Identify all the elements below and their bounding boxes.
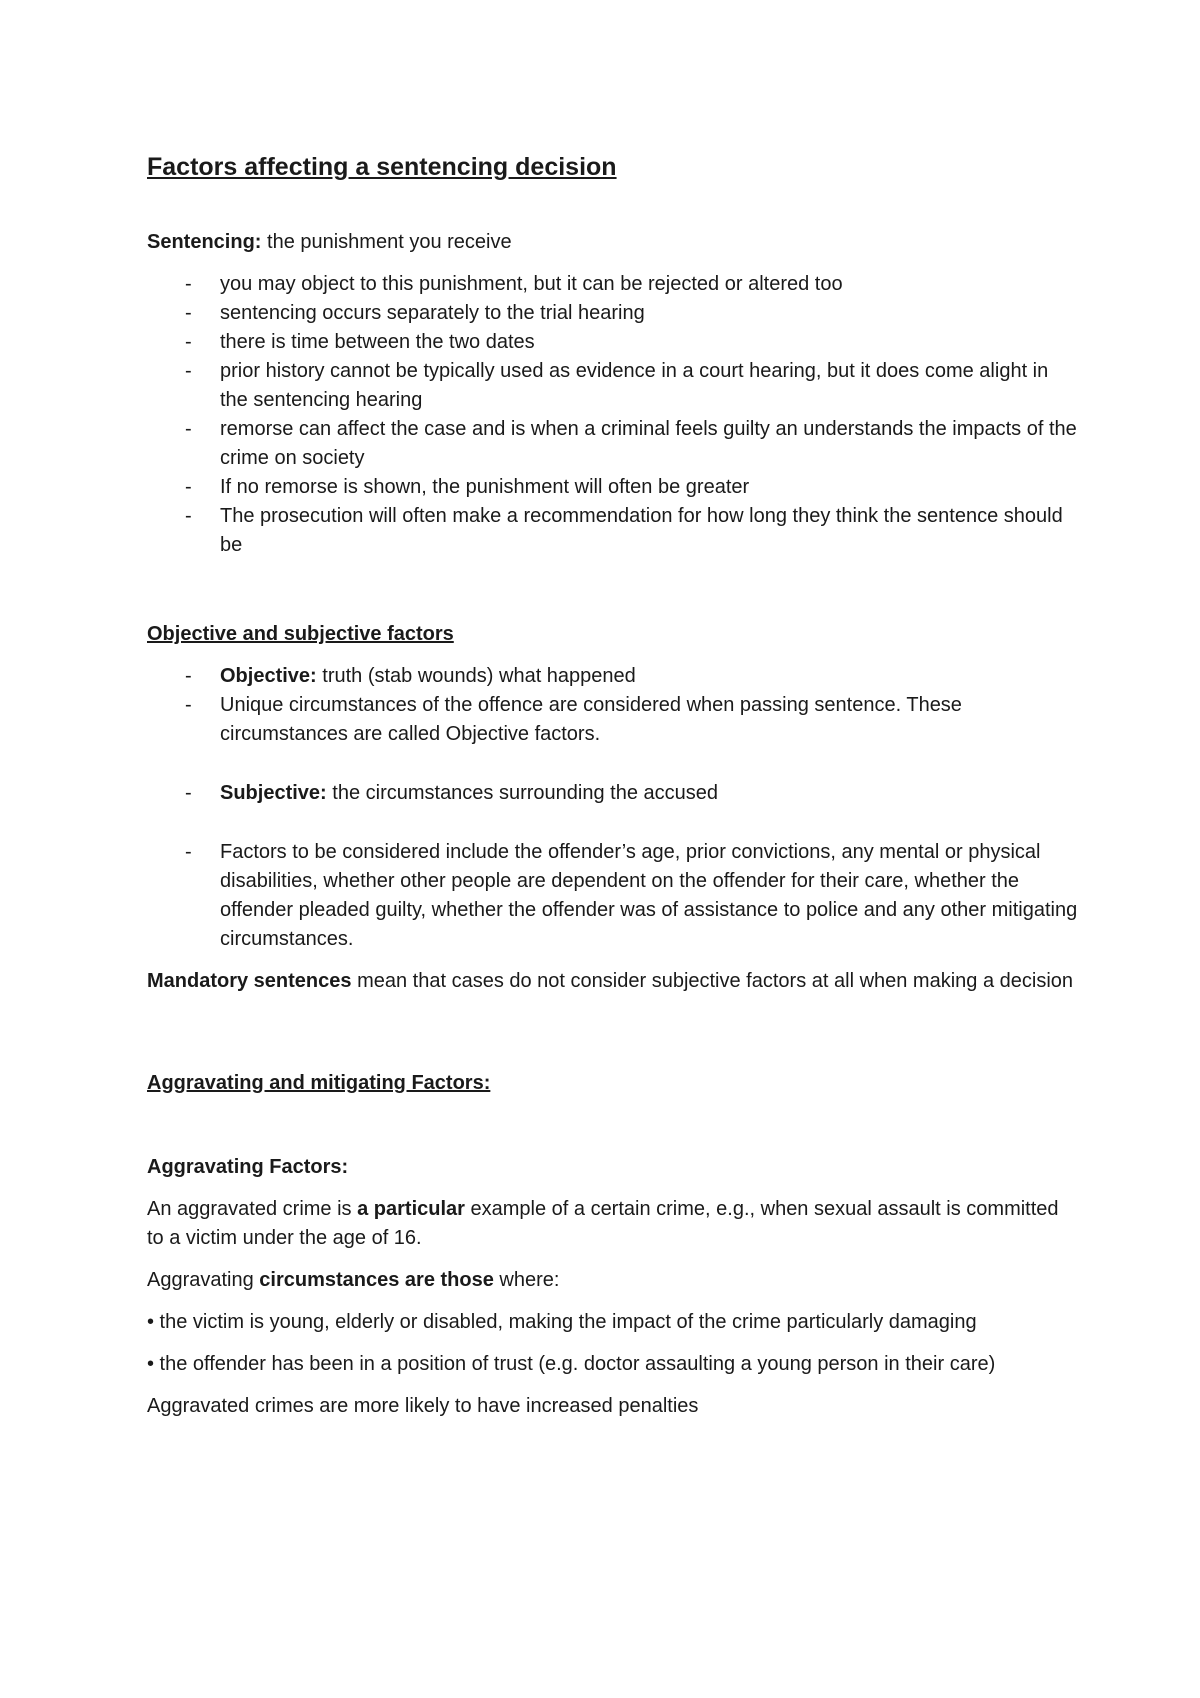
list-item: - Factors to be considered include the offender’s age, prior convictions, any mental or physical disabilities, whether other people are dependent on the offender for their care, whether the offender pleaded guilty, whether the offender was of assistance to police and any other mitigating circumstances. [147,838,1080,954]
paragraph-text: example of a certain crime, e.g., when sexual assault is committed to a victim under the age of 16. [147,1198,1059,1249]
list-item: - you may object to this punishment, but it can be rejected or altered too [147,270,1080,299]
sentencing-term: Sentencing: [147,231,262,253]
aggravating-subheading [147,1153,1080,1182]
paragraph-bold: circumstances are those [259,1269,494,1291]
list-item: - The prosecution will often make a recommendation for how long they think the sentence should be [147,502,1080,560]
list-item: - sentencing occurs separately to the trial hearing [147,299,1080,328]
sentencing-list [147,270,1080,560]
paragraph-text: Aggravating [147,1269,260,1291]
list-item [147,662,1080,691]
objective-term: Objective: [220,665,317,687]
aggravated-closing: Aggravated crimes are more likely to have increased penalties [147,1395,699,1417]
subjective-definition: the circumstances surrounding the accused [326,782,719,804]
list-item: - Unique circumstances of the offence are considered when passing sentence. These circumstances are called Objective factors. [147,691,1080,749]
list-item: - remorse can affect the case and is when a criminal feels guilty an understands the impacts of the crime on society [147,415,1080,473]
aggravating-subheading-text: Aggravating Factors: [147,1156,349,1178]
list-item [147,779,1080,808]
mandatory-sentences-paragraph [147,967,1080,996]
page-title: Factors affecting a sentencing decision [147,153,617,181]
paragraph-text: where: [493,1269,560,1291]
objective-subjective-heading: Objective and subjective factors [147,623,454,645]
paragraph-bold: a particular [357,1198,465,1220]
sentencing-definition [147,228,1080,257]
aggravating-bullet-trust: • the offender has been in a position of trust (e.g. doctor assaulting a young person in their care) [147,1353,996,1375]
objective-list [147,662,1080,749]
sentencing-definition-text: the punishment you receive [261,231,512,253]
aggravating-circumstances-paragraph [147,1266,1080,1295]
paragraph-text: An aggravated crime is [147,1198,358,1220]
list-item: - there is time between the two dates [147,328,1080,357]
list-item: - prior history cannot be typically used as evidence in a court hearing, but it does come alight in the sentencing hearing [147,357,1080,415]
mandatory-term: Mandatory sentences [147,970,352,992]
aggravating-bullet-victim: • the victim is young, elderly or disabled, making the impact of the crime particularly damaging [147,1311,977,1333]
list-item: - If no remorse is shown, the punishment will often be greater [147,473,1080,502]
subjective-list [147,779,1080,808]
aggravated-crime-paragraph [147,1195,1080,1253]
subjective-detail-list [147,838,1080,954]
subjective-term: Subjective: [220,782,327,804]
objective-definition: truth (stab wounds) what happened [316,665,636,687]
aggravating-mitigating-heading: Aggravating and mitigating Factors: [147,1072,491,1094]
mandatory-text: mean that cases do not consider subjective factors at all when making a decision [351,970,1074,992]
